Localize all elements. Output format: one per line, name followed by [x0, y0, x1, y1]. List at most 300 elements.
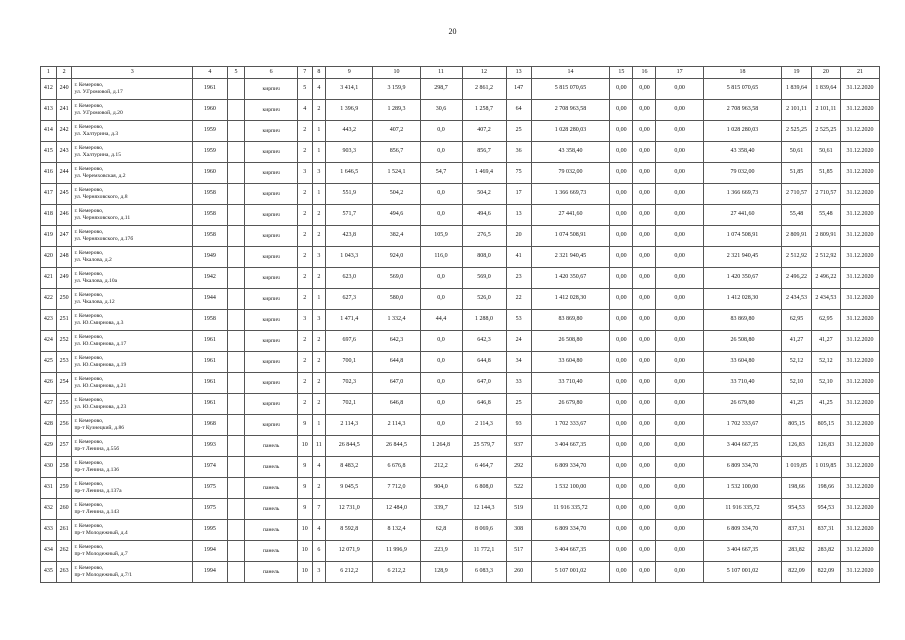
cost-col18-cell: 1 420 350,67	[703, 268, 782, 289]
row-index-cell: 425	[41, 352, 57, 373]
building-number-cell: 262	[56, 541, 72, 562]
cost-total-cell: 1 074 508,91	[531, 226, 610, 247]
building-number-cell: 258	[56, 457, 72, 478]
deadline-date-cell: 31.12.2020	[841, 415, 880, 436]
col5-cell	[227, 436, 245, 457]
table-row	[41, 478, 880, 499]
area-col12-cell: 647,0	[462, 373, 506, 394]
cost-total-cell: 27 441,60	[531, 205, 610, 226]
floors-cell: 2	[297, 268, 312, 289]
total-area-cell: 697,6	[326, 331, 373, 352]
area-col12-cell: 504,2	[462, 184, 506, 205]
residents-cell: 147	[506, 79, 531, 100]
area-col12-cell: 2 861,2	[462, 79, 506, 100]
building-number-cell: 243	[56, 142, 72, 163]
deadline-date-cell: 31.12.2020	[841, 478, 880, 499]
deadline-date-cell: 31.12.2020	[841, 100, 880, 121]
building-number-cell: 261	[56, 520, 72, 541]
table-row	[41, 331, 880, 352]
floors-cell: 2	[297, 247, 312, 268]
row-index-cell: 428	[41, 415, 57, 436]
building-number-cell: 252	[56, 331, 72, 352]
unit-cost-col19-cell: 1 839,64	[782, 79, 811, 100]
cost-col16-cell: 0,00	[633, 247, 656, 268]
wall-material-cell: панель	[245, 457, 297, 478]
unit-cost-col19-cell: 822,09	[782, 562, 811, 583]
col5-cell	[227, 499, 245, 520]
area-col11-cell: 904,0	[420, 478, 462, 499]
area-col12-cell: 642,3	[462, 331, 506, 352]
cost-col17-cell: 0,00	[656, 331, 703, 352]
unit-cost-col19-cell: 283,82	[782, 541, 811, 562]
area-col12-cell: 646,8	[462, 394, 506, 415]
table-row	[41, 373, 880, 394]
wall-material-cell: кирпич	[245, 226, 297, 247]
cost-total-cell: 1 412 028,30	[531, 289, 610, 310]
cost-col18-cell: 26 508,80	[703, 331, 782, 352]
residents-cell: 25	[506, 394, 531, 415]
cost-col15-cell: 0,00	[610, 289, 633, 310]
cost-col18-cell: 5 107 001,02	[703, 562, 782, 583]
year-built-cell: 1958	[193, 310, 228, 331]
cost-col15-cell: 0,00	[610, 562, 633, 583]
floors-cell: 10	[297, 520, 312, 541]
cost-col15-cell: 0,00	[610, 310, 633, 331]
table-row	[41, 268, 880, 289]
col5-cell	[227, 226, 245, 247]
entrances-cell: 2	[312, 352, 326, 373]
table-row	[41, 415, 880, 436]
wall-material-cell: панель	[245, 478, 297, 499]
area-col12-cell: 1 258,7	[462, 100, 506, 121]
cost-col17-cell: 0,00	[656, 541, 703, 562]
cost-col15-cell: 0,00	[610, 184, 633, 205]
total-area-cell: 2 114,3	[326, 415, 373, 436]
year-built-cell: 1994	[193, 541, 228, 562]
cost-col16-cell: 0,00	[633, 289, 656, 310]
cost-col15-cell: 0,00	[610, 541, 633, 562]
row-index-cell: 433	[41, 520, 57, 541]
cost-col17-cell: 0,00	[656, 436, 703, 457]
area-col12-cell: 276,5	[462, 226, 506, 247]
area-col10-cell: 8 132,4	[373, 520, 420, 541]
cost-col17-cell: 0,00	[656, 247, 703, 268]
year-built-cell: 1949	[193, 247, 228, 268]
column-number-12: 12	[462, 67, 506, 79]
cost-col15-cell: 0,00	[610, 499, 633, 520]
cost-col17-cell: 0,00	[656, 520, 703, 541]
residents-cell: 23	[506, 268, 531, 289]
area-col10-cell: 1 332,4	[373, 310, 420, 331]
cost-total-cell: 5 107 001,02	[531, 562, 610, 583]
year-built-cell: 1960	[193, 100, 228, 121]
area-col12-cell: 8 069,6	[462, 520, 506, 541]
row-index-cell: 418	[41, 205, 57, 226]
entrances-cell: 6	[312, 541, 326, 562]
area-col10-cell: 2 114,3	[373, 415, 420, 436]
row-index-cell: 430	[41, 457, 57, 478]
unit-cost-col20-cell: 126,83	[811, 436, 840, 457]
total-area-cell: 443,2	[326, 121, 373, 142]
entrances-cell: 11	[312, 436, 326, 457]
unit-cost-col20-cell: 2 525,25	[811, 121, 840, 142]
cost-col18-cell: 26 679,80	[703, 394, 782, 415]
floors-cell: 5	[297, 79, 312, 100]
residents-cell: 75	[506, 163, 531, 184]
cost-col18-cell: 33 710,40	[703, 373, 782, 394]
total-area-cell: 26 844,5	[326, 436, 373, 457]
cost-col17-cell: 0,00	[656, 142, 703, 163]
deadline-date-cell: 31.12.2020	[841, 310, 880, 331]
entrances-cell: 2	[312, 226, 326, 247]
building-number-cell: 240	[56, 79, 72, 100]
unit-cost-col19-cell: 1 019,85	[782, 457, 811, 478]
building-number-cell: 254	[56, 373, 72, 394]
col5-cell	[227, 310, 245, 331]
year-built-cell: 1961	[193, 352, 228, 373]
deadline-date-cell: 31.12.2020	[841, 394, 880, 415]
table-row	[41, 352, 880, 373]
cost-col17-cell: 0,00	[656, 205, 703, 226]
address-cell: г. Кемерово, пр-т Ленина, д.143	[72, 499, 193, 520]
unit-cost-col20-cell: 2 101,11	[811, 100, 840, 121]
cost-col16-cell: 0,00	[633, 499, 656, 520]
column-number-19: 19	[782, 67, 811, 79]
deadline-date-cell: 31.12.2020	[841, 121, 880, 142]
residents-cell: 17	[506, 184, 531, 205]
year-built-cell: 1959	[193, 142, 228, 163]
cost-col17-cell: 0,00	[656, 163, 703, 184]
cost-col18-cell: 1 028 280,03	[703, 121, 782, 142]
cost-col17-cell: 0,00	[656, 226, 703, 247]
cost-col15-cell: 0,00	[610, 373, 633, 394]
row-index-cell: 413	[41, 100, 57, 121]
cost-col15-cell: 0,00	[610, 247, 633, 268]
area-col11-cell: 0,0	[420, 289, 462, 310]
unit-cost-col19-cell: 55,48	[782, 205, 811, 226]
address-cell: г. Кемерово, ул. Халтурина, д.15	[72, 142, 193, 163]
residents-cell: 93	[506, 415, 531, 436]
unit-cost-col20-cell: 1 839,64	[811, 79, 840, 100]
year-built-cell: 1975	[193, 478, 228, 499]
cost-col17-cell: 0,00	[656, 478, 703, 499]
row-index-cell: 434	[41, 541, 57, 562]
deadline-date-cell: 31.12.2020	[841, 562, 880, 583]
unit-cost-col19-cell: 41,27	[782, 331, 811, 352]
address-cell: г. Кемерово, ул. Халтурина, д.3	[72, 121, 193, 142]
unit-cost-col19-cell: 954,53	[782, 499, 811, 520]
cost-col18-cell: 1 412 028,30	[703, 289, 782, 310]
col5-cell	[227, 415, 245, 436]
area-col10-cell: 407,2	[373, 121, 420, 142]
unit-cost-col20-cell: 805,15	[811, 415, 840, 436]
address-cell: г. Кемерово, ул. У.Громовой, д.17	[72, 79, 193, 100]
table-row	[41, 121, 880, 142]
floors-cell: 2	[297, 394, 312, 415]
cost-col15-cell: 0,00	[610, 415, 633, 436]
cost-total-cell: 3 404 667,35	[531, 436, 610, 457]
residents-cell: 517	[506, 541, 531, 562]
cost-col16-cell: 0,00	[633, 205, 656, 226]
deadline-date-cell: 31.12.2020	[841, 436, 880, 457]
area-col10-cell: 856,7	[373, 142, 420, 163]
deadline-date-cell: 31.12.2020	[841, 268, 880, 289]
cost-col18-cell: 1 702 333,67	[703, 415, 782, 436]
table-row	[41, 499, 880, 520]
entrances-cell: 3	[312, 247, 326, 268]
cost-col18-cell: 6 809 334,70	[703, 520, 782, 541]
row-index-cell: 417	[41, 184, 57, 205]
row-index-cell: 416	[41, 163, 57, 184]
cost-col16-cell: 0,00	[633, 478, 656, 499]
wall-material-cell: кирпич	[245, 352, 297, 373]
total-area-cell: 1 646,5	[326, 163, 373, 184]
unit-cost-col20-cell: 2 434,53	[811, 289, 840, 310]
residents-cell: 937	[506, 436, 531, 457]
cost-col18-cell: 27 441,60	[703, 205, 782, 226]
area-col12-cell: 12 144,3	[462, 499, 506, 520]
area-col11-cell: 0,0	[420, 331, 462, 352]
area-col11-cell: 0,0	[420, 352, 462, 373]
col5-cell	[227, 331, 245, 352]
unit-cost-col19-cell: 805,15	[782, 415, 811, 436]
deadline-date-cell: 31.12.2020	[841, 163, 880, 184]
unit-cost-col20-cell: 51,85	[811, 163, 840, 184]
cost-total-cell: 1 366 669,73	[531, 184, 610, 205]
row-index-cell: 421	[41, 268, 57, 289]
area-col12-cell: 494,6	[462, 205, 506, 226]
area-col11-cell: 0,0	[420, 373, 462, 394]
table-row	[41, 184, 880, 205]
floors-cell: 10	[297, 562, 312, 583]
residents-cell: 260	[506, 562, 531, 583]
unit-cost-col19-cell: 52,12	[782, 352, 811, 373]
total-area-cell: 702,3	[326, 373, 373, 394]
total-area-cell: 1 396,9	[326, 100, 373, 121]
cost-col17-cell: 0,00	[656, 394, 703, 415]
cost-col16-cell: 0,00	[633, 541, 656, 562]
cost-col17-cell: 0,00	[656, 100, 703, 121]
unit-cost-col20-cell: 1 019,85	[811, 457, 840, 478]
unit-cost-col20-cell: 198,66	[811, 478, 840, 499]
column-number-13: 13	[506, 67, 531, 79]
col5-cell	[227, 562, 245, 583]
area-col10-cell: 382,4	[373, 226, 420, 247]
unit-cost-col19-cell: 2 101,11	[782, 100, 811, 121]
cost-total-cell: 3 404 667,35	[531, 541, 610, 562]
unit-cost-col19-cell: 41,25	[782, 394, 811, 415]
cost-total-cell: 43 358,40	[531, 142, 610, 163]
row-index-cell: 412	[41, 79, 57, 100]
unit-cost-col20-cell: 55,48	[811, 205, 840, 226]
col5-cell	[227, 457, 245, 478]
cost-col17-cell: 0,00	[656, 352, 703, 373]
cost-col17-cell: 0,00	[656, 499, 703, 520]
residents-cell: 33	[506, 373, 531, 394]
cost-col16-cell: 0,00	[633, 394, 656, 415]
column-number-14: 14	[531, 67, 610, 79]
entrances-cell: 2	[312, 373, 326, 394]
total-area-cell: 903,3	[326, 142, 373, 163]
cost-col18-cell: 43 358,40	[703, 142, 782, 163]
column-number-11: 11	[420, 67, 462, 79]
unit-cost-col19-cell: 2 434,53	[782, 289, 811, 310]
wall-material-cell: кирпич	[245, 394, 297, 415]
cost-col16-cell: 0,00	[633, 268, 656, 289]
cost-col16-cell: 0,00	[633, 373, 656, 394]
area-col11-cell: 0,0	[420, 394, 462, 415]
wall-material-cell: кирпич	[245, 415, 297, 436]
wall-material-cell: кирпич	[245, 100, 297, 121]
area-col11-cell: 105,9	[420, 226, 462, 247]
entrances-cell: 3	[312, 163, 326, 184]
address-cell: г. Кемерово, ул. Черемховская, д.2	[72, 163, 193, 184]
area-col11-cell: 1 264,8	[420, 436, 462, 457]
cost-col17-cell: 0,00	[656, 289, 703, 310]
deadline-date-cell: 31.12.2020	[841, 142, 880, 163]
area-col10-cell: 642,3	[373, 331, 420, 352]
total-area-cell: 12 731,0	[326, 499, 373, 520]
wall-material-cell: кирпич	[245, 289, 297, 310]
table-row	[41, 310, 880, 331]
year-built-cell: 1958	[193, 184, 228, 205]
address-cell: г. Кемерово, пр-т Молодежный, д.4	[72, 520, 193, 541]
col5-cell	[227, 142, 245, 163]
deadline-date-cell: 31.12.2020	[841, 520, 880, 541]
year-built-cell: 1961	[193, 394, 228, 415]
col5-cell	[227, 163, 245, 184]
cost-total-cell: 1 532 100,00	[531, 478, 610, 499]
cost-col16-cell: 0,00	[633, 520, 656, 541]
residents-cell: 20	[506, 226, 531, 247]
cost-total-cell: 6 809 334,70	[531, 520, 610, 541]
floors-cell: 4	[297, 100, 312, 121]
row-index-cell: 415	[41, 142, 57, 163]
wall-material-cell: панель	[245, 520, 297, 541]
deadline-date-cell: 31.12.2020	[841, 247, 880, 268]
area-col11-cell: 0,0	[420, 268, 462, 289]
column-number-21: 21	[841, 67, 880, 79]
residents-cell: 25	[506, 121, 531, 142]
year-built-cell: 1994	[193, 562, 228, 583]
cost-col17-cell: 0,00	[656, 310, 703, 331]
total-area-cell: 623,0	[326, 268, 373, 289]
unit-cost-col20-cell: 2 710,57	[811, 184, 840, 205]
table-row	[41, 520, 880, 541]
unit-cost-col19-cell: 2 525,25	[782, 121, 811, 142]
column-number-7: 7	[297, 67, 312, 79]
total-area-cell: 6 212,2	[326, 562, 373, 583]
col5-cell	[227, 268, 245, 289]
floors-cell: 2	[297, 352, 312, 373]
cost-total-cell: 11 916 335,72	[531, 499, 610, 520]
cost-col18-cell: 1 366 669,73	[703, 184, 782, 205]
cost-col17-cell: 0,00	[656, 562, 703, 583]
entrances-cell: 3	[312, 310, 326, 331]
total-area-cell: 12 071,9	[326, 541, 373, 562]
address-cell: г. Кемерово, ул. Ю.Смирнова, д.3	[72, 310, 193, 331]
cost-col18-cell: 1 074 508,91	[703, 226, 782, 247]
deadline-date-cell: 31.12.2020	[841, 205, 880, 226]
year-built-cell: 1942	[193, 268, 228, 289]
area-col10-cell: 6 212,2	[373, 562, 420, 583]
cost-col15-cell: 0,00	[610, 520, 633, 541]
cost-total-cell: 2 321 940,45	[531, 247, 610, 268]
row-index-cell: 419	[41, 226, 57, 247]
floors-cell: 2	[297, 184, 312, 205]
deadline-date-cell: 31.12.2020	[841, 352, 880, 373]
floors-cell: 2	[297, 121, 312, 142]
address-cell: г. Кемерово, ул. Ю.Смирнова, д.17	[72, 331, 193, 352]
year-built-cell: 1960	[193, 163, 228, 184]
unit-cost-col19-cell: 2 512,92	[782, 247, 811, 268]
unit-cost-col19-cell: 2 710,57	[782, 184, 811, 205]
unit-cost-col19-cell: 198,66	[782, 478, 811, 499]
cost-col15-cell: 0,00	[610, 79, 633, 100]
col5-cell	[227, 205, 245, 226]
address-cell: г. Кемерово, ул. Черняховского, д.11	[72, 205, 193, 226]
area-col12-cell: 1 469,4	[462, 163, 506, 184]
col5-cell	[227, 478, 245, 499]
cost-col16-cell: 0,00	[633, 562, 656, 583]
entrances-cell: 1	[312, 184, 326, 205]
wall-material-cell: кирпич	[245, 310, 297, 331]
deadline-date-cell: 31.12.2020	[841, 499, 880, 520]
year-built-cell: 1961	[193, 373, 228, 394]
cost-total-cell: 26 679,80	[531, 394, 610, 415]
area-col12-cell: 407,2	[462, 121, 506, 142]
cost-col16-cell: 0,00	[633, 415, 656, 436]
cost-col17-cell: 0,00	[656, 373, 703, 394]
unit-cost-col20-cell: 822,09	[811, 562, 840, 583]
table-row	[41, 79, 880, 100]
address-cell: г. Кемерово, ул. Чкалова, д.10а	[72, 268, 193, 289]
wall-material-cell: кирпич	[245, 79, 297, 100]
col5-cell	[227, 541, 245, 562]
area-col12-cell: 1 288,0	[462, 310, 506, 331]
area-col12-cell: 569,0	[462, 268, 506, 289]
floors-cell: 2	[297, 289, 312, 310]
table-row	[41, 205, 880, 226]
buildings-table	[40, 66, 880, 583]
total-area-cell: 8 592,8	[326, 520, 373, 541]
cost-col18-cell: 6 809 334,70	[703, 457, 782, 478]
area-col10-cell: 647,0	[373, 373, 420, 394]
area-col11-cell: 298,7	[420, 79, 462, 100]
table-row	[41, 541, 880, 562]
address-cell: г. Кемерово, пр-т Кузнецкий, д.86	[72, 415, 193, 436]
cost-total-cell: 1 420 350,67	[531, 268, 610, 289]
cost-col15-cell: 0,00	[610, 331, 633, 352]
area-col10-cell: 12 484,0	[373, 499, 420, 520]
building-number-cell: 255	[56, 394, 72, 415]
unit-cost-col20-cell: 52,10	[811, 373, 840, 394]
year-built-cell: 1958	[193, 226, 228, 247]
column-number-header-row	[41, 67, 880, 79]
column-number-18: 18	[703, 67, 782, 79]
col5-cell	[227, 394, 245, 415]
wall-material-cell: панель	[245, 541, 297, 562]
building-number-cell: 250	[56, 289, 72, 310]
unit-cost-col19-cell: 126,83	[782, 436, 811, 457]
wall-material-cell: кирпич	[245, 268, 297, 289]
row-index-cell: 426	[41, 373, 57, 394]
residents-cell: 292	[506, 457, 531, 478]
unit-cost-col20-cell: 954,53	[811, 499, 840, 520]
area-col10-cell: 11 996,9	[373, 541, 420, 562]
area-col11-cell: 44,4	[420, 310, 462, 331]
year-built-cell: 1961	[193, 79, 228, 100]
